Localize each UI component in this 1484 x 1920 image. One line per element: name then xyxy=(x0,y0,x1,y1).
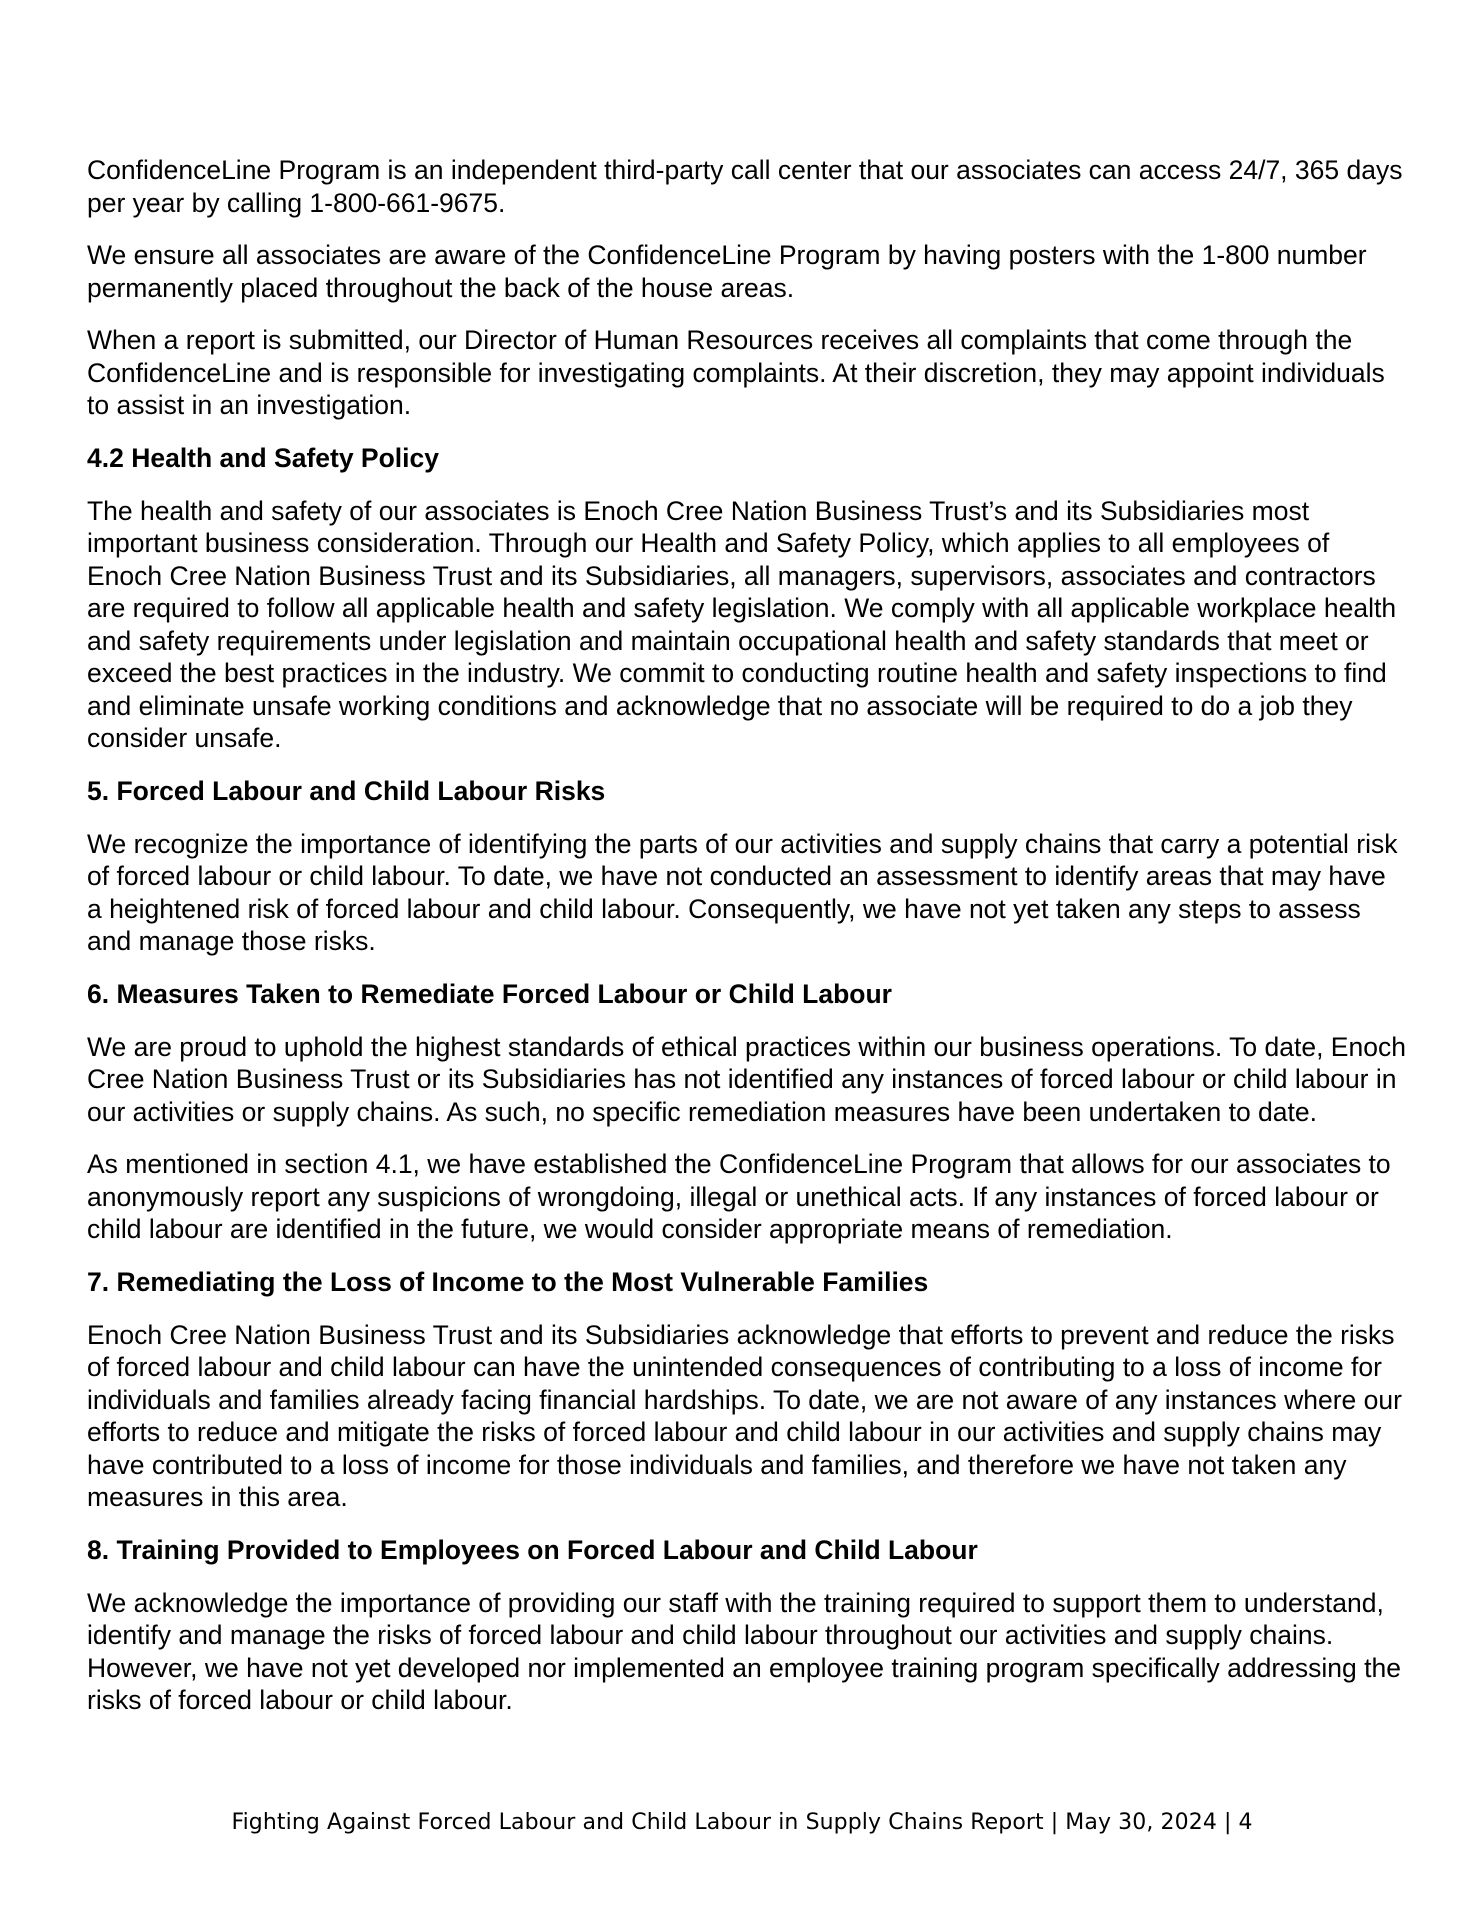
paragraph-loss-of-income: Enoch Cree Nation Business Trust and its Subsidiaries acknowledge that efforts to prevent and reduce the risks of forced labour and child labour can have the unintended consequences of contributing to a loss of income for individuals and families already facing financial hardships. To date, we are not aware of any instances where our efforts to reduce and mitigate the risks of forced labour and child labour in our activities and supply chains may have contributed to a loss of income for those individuals and families, and therefore we have not taken any measures in this area. xyxy=(87,1319,1402,1512)
footer-separator: | xyxy=(1223,1810,1232,1835)
paragraph-remediation-measures: We are proud to uphold the highest standards of ethical practices within our business operations. To date, Enoch Cree Nation Business Trust or its Subsidiaries has not identified any instances of forced labour or child labour in our activities or supply chains. As such, no specific remediation measures have been undertaken to date. xyxy=(87,1031,1406,1127)
paragraph-confidenceline-reporting: As mentioned in section 4.1, we have established the ConfidenceLine Program that allows for our associates to anonymously report any suspicions of wrongdoing, illegal or unethical acts. If any instances of forced labour or child labour are identified in the future, we would consider appropriate means of remediation. xyxy=(87,1149,1391,1244)
section-heading-loss-of-income: 7. Remediating the Loss of Income to the Most Vulnerable Families xyxy=(87,1266,929,1297)
footer-separator: | xyxy=(1050,1810,1059,1835)
paragraph-health-safety: The health and safety of our associates is Enoch Cree Nation Business Trust’s and its Subsidiaries most important business consideration. Through our Health and Safety Policy, which applies to all employees of Enoch Cree Nation Business Trust and its Subsidiaries, all managers, supervisors, associates and contractors are required to follow all applicable health and safety legislation. We comply with all applicable workplace health and safety requirements under legislation and maintain occupational health and safety standards that meet or exceed the best practices in the industry. We commit to conducting routine health and safety inspections to find and eliminate unsafe working conditions and acknowledge that no associate will be required to do a job they consider unsafe. xyxy=(87,495,1397,753)
paragraph-confidenceline-posters: We ensure all associates are aware of the ConfidenceLine Program by having posters with the 1-800 number permanently placed throughout the back of the house areas. xyxy=(87,240,1367,303)
paragraph-labour-risks: We recognize the importance of identifying the parts of our activities and supply chains that carry a potential risk of forced labour or child labour. To date, we have not conducted an assessment to identify areas that may have a heightened risk of forced labour and child labour. Consequently, we have not yet taken any steps to assess and manage those risks. xyxy=(87,828,1398,956)
footer-date: May 30, 2024 xyxy=(1065,1810,1217,1835)
page-footer xyxy=(0,1808,1484,1838)
footer-page-number: 4 xyxy=(1238,1810,1253,1835)
section-heading-labour-risks: 5. Forced Labour and Child Labour Risks xyxy=(87,775,606,806)
paragraph-training: We acknowledge the importance of providing our staff with the training required to support them to understand, identify and manage the risks of forced labour and child labour throughout our activities and supply chains. However, we have not yet developed nor implemented an employee training program specifically addressing the risks of forced labour or child labour. xyxy=(87,1587,1401,1715)
footer-report-title: Fighting Against Forced Labour and Child Labour in Supply Chains Report xyxy=(231,1810,1044,1835)
section-heading-remediation-measures: 6. Measures Taken to Remediate Forced Labour or Child Labour xyxy=(87,978,892,1009)
page-body xyxy=(87,154,1407,1737)
section-heading-health-safety: 4.2 Health and Safety Policy xyxy=(87,442,439,473)
section-heading-training: 8. Training Provided to Employees on Forced Labour and Child Labour xyxy=(87,1534,978,1565)
paragraph-report-handling: When a report is submitted, our Director of Human Resources receives all complaints that come through the ConfidenceLine and is responsible for investigating complaints. At their discretion, they may appoint individuals to assist in an investigation. xyxy=(87,325,1385,420)
paragraph-confidenceline-intro: ConfidenceLine Program is an independent third-party call center that our associates can access 24/7, 365 days per year by calling 1-800-661-9675. xyxy=(87,155,1403,218)
